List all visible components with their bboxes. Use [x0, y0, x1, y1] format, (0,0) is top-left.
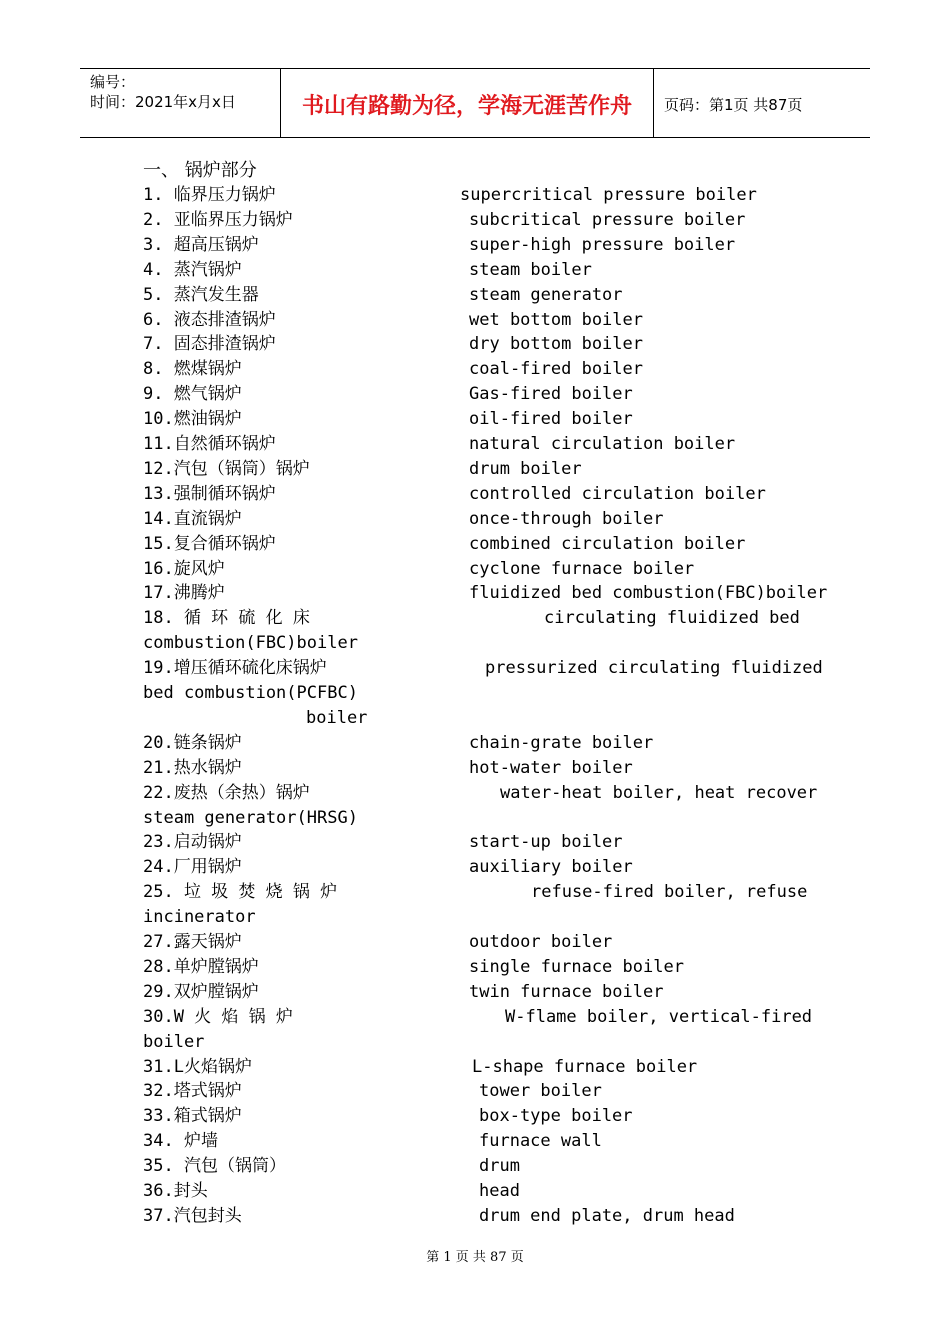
glossary-entry — [143, 980, 810, 1005]
glossary-entry — [143, 830, 810, 855]
glossary-entry — [143, 208, 810, 233]
term-english-continuation: combustion(FBC)boiler — [143, 633, 358, 654]
term-english: combined circulation boiler — [469, 533, 746, 554]
glossary-entry — [143, 781, 818, 806]
term-english: fluidized bed combustion(FBC)boiler — [469, 583, 828, 604]
term-chinese: 12.汽包（锅筒）锅炉 — [143, 458, 310, 479]
term-english: drum boiler — [469, 458, 582, 479]
term-english: furnace wall — [479, 1131, 602, 1152]
term-chinese: 3. 超高压锅炉 — [143, 234, 259, 255]
term-chinese: 23.启动锅炉 — [143, 832, 242, 853]
term-chinese: 21.热水锅炉 — [143, 757, 242, 778]
glossary-entry — [143, 1154, 810, 1179]
term-english: dry bottom boiler — [469, 334, 643, 355]
term-english: wet bottom boiler — [469, 309, 643, 330]
term-english: auxiliary boiler — [469, 857, 633, 878]
glossary-entry — [143, 656, 823, 681]
glossary-entry-continuation — [143, 1030, 810, 1055]
page-footer: 第 1 页 共 87 页 — [426, 1250, 524, 1265]
glossary-entry — [143, 432, 810, 457]
term-english: water-heat boiler, heat recover — [500, 782, 818, 803]
term-english-continuation: incinerator — [143, 907, 256, 928]
term-english: steam generator — [469, 284, 623, 305]
term-english-continuation: boiler — [143, 1031, 205, 1052]
term-english: W-flame boiler, vertical-fired — [505, 1006, 813, 1027]
term-chinese: 2. 亚临界压力锅炉 — [143, 209, 293, 230]
term-english: start-up boiler — [469, 832, 623, 853]
term-english: circulating fluidized bed — [544, 608, 800, 629]
term-chinese: 13.强制循环锅炉 — [143, 483, 276, 504]
term-english: L-shape furnace boiler — [472, 1056, 698, 1077]
glossary-entry — [143, 1079, 810, 1104]
glossary-entry-continuation — [143, 681, 810, 706]
term-chinese: 25. 垃 圾 焚 烧 锅 炉 — [143, 882, 338, 903]
term-chinese: 8. 燃煤锅炉 — [143, 359, 242, 380]
term-english: box-type boiler — [479, 1106, 633, 1127]
glossary-entry-continuation — [143, 631, 810, 656]
glossary-entry — [143, 1055, 810, 1080]
glossary-entry — [143, 1104, 810, 1129]
term-chinese: 28.单炉膛锅炉 — [143, 956, 259, 977]
glossary-entry — [143, 183, 810, 208]
glossary-entry — [143, 457, 810, 482]
term-chinese: 34. 炉墙 — [143, 1131, 218, 1152]
term-english: natural circulation boiler — [469, 434, 736, 454]
term-chinese: 11.自然循环锅炉 — [143, 434, 276, 454]
term-english: outdoor boiler — [469, 932, 613, 952]
term-english: cyclone furnace boiler — [469, 558, 695, 579]
term-english: twin furnace boiler — [469, 981, 664, 1002]
term-english: oil-fired boiler — [469, 409, 633, 430]
document-number-label: 编号： — [90, 73, 136, 91]
term-english-continuation: boiler — [306, 707, 368, 728]
glossary-entry — [143, 407, 810, 432]
term-english: controlled circulation boiler — [469, 483, 766, 504]
term-english: drum end plate, drum head — [479, 1205, 735, 1226]
term-chinese: 19.增压循环硫化床锅炉 — [143, 658, 327, 679]
glossary-entry — [143, 357, 810, 382]
term-english: steam boiler — [469, 259, 592, 280]
term-chinese: 5. 蒸汽发生器 — [143, 284, 259, 305]
term-chinese: 9. 燃气锅炉 — [143, 384, 242, 405]
term-chinese: 33.箱式锅炉 — [143, 1106, 242, 1127]
term-english: super-high pressure boiler — [469, 234, 736, 255]
term-english: once-through boiler — [469, 508, 664, 529]
glossary-entry — [143, 507, 810, 532]
glossary-entry — [143, 1005, 813, 1030]
term-chinese: 35. 汽包（锅筒） — [143, 1156, 286, 1177]
glossary-entry — [143, 955, 810, 980]
glossary-entry — [143, 532, 810, 557]
glossary-entry — [143, 382, 810, 407]
glossary-entry — [143, 930, 810, 955]
term-english: subcritical pressure boiler — [469, 209, 746, 230]
term-english: coal-fired boiler — [469, 359, 643, 380]
term-english: supercritical pressure boiler — [460, 185, 757, 205]
glossary-entry — [143, 308, 810, 333]
glossary-entry-continuation — [143, 806, 810, 831]
term-english: Gas-fired boiler — [469, 384, 633, 405]
glossary-entry — [143, 756, 810, 781]
glossary-entry-continuation — [143, 905, 810, 930]
glossary-entry — [143, 332, 810, 357]
glossary-entry — [143, 731, 810, 756]
term-chinese: 20.链条锅炉 — [143, 732, 242, 753]
glossary-entry — [143, 233, 810, 258]
term-chinese: 31.L火焰锅炉 — [143, 1056, 252, 1077]
glossary-entry — [143, 855, 810, 880]
term-chinese: 29.双炉膛锅炉 — [143, 981, 259, 1002]
term-english: hot-water boiler — [469, 757, 633, 778]
glossary-entry — [143, 880, 810, 905]
term-chinese: 14.直流锅炉 — [143, 508, 242, 529]
glossary-entry — [143, 258, 810, 283]
term-chinese: 32.塔式锅炉 — [143, 1081, 242, 1102]
term-chinese: 36.封头 — [143, 1181, 208, 1201]
term-english-continuation: bed combustion(PCFBC) — [143, 683, 358, 703]
term-english: chain-grate boiler — [469, 732, 654, 753]
glossary-entry — [143, 1179, 810, 1204]
section-title: 一、 锅炉部分 — [143, 160, 257, 181]
date-label: 时间：2021年x月x日 — [90, 93, 236, 111]
term-chinese: 24.厂用锅炉 — [143, 857, 242, 878]
term-chinese: 16.旋风炉 — [143, 558, 225, 579]
term-chinese: 6. 液态排渣锅炉 — [143, 309, 276, 330]
term-english: single furnace boiler — [469, 956, 684, 977]
glossary-entry — [143, 1129, 810, 1154]
term-english-continuation: steam generator(HRSG) — [143, 807, 358, 828]
motto-text: 书山有路勤为径，学海无涯苦作舟 — [301, 94, 632, 119]
term-english: pressurized circulating fluidized — [485, 658, 823, 679]
glossary-entry — [143, 1204, 810, 1229]
term-chinese: 18. 循 环 硫 化 床 — [143, 608, 310, 629]
term-chinese: 17.沸腾炉 — [143, 583, 225, 604]
glossary-entry — [143, 606, 810, 631]
term-chinese: 27.露天锅炉 — [143, 932, 242, 952]
term-chinese: 30.W 火 焰 锅 炉 — [143, 1006, 293, 1027]
term-english: refuse-fired boiler, refuse — [531, 882, 808, 903]
term-chinese: 4. 蒸汽锅炉 — [143, 259, 242, 280]
term-chinese: 15.复合循环锅炉 — [143, 533, 276, 554]
glossary-entry — [143, 557, 810, 582]
glossary-entry — [143, 581, 828, 606]
term-chinese: 37.汽包封头 — [143, 1205, 242, 1226]
page-count-label: 页码：第1页 共87页 — [664, 96, 803, 114]
glossary-entry — [143, 283, 810, 308]
term-english: head — [479, 1181, 520, 1201]
term-chinese: 22.废热（余热）锅炉 — [143, 782, 310, 803]
term-english: drum — [479, 1156, 520, 1177]
term-english: tower boiler — [479, 1081, 602, 1102]
glossary-entry — [143, 482, 810, 507]
term-chinese: 10.燃油锅炉 — [143, 409, 242, 430]
term-chinese: 7. 固态排渣锅炉 — [143, 334, 276, 355]
glossary-entry-continuation — [143, 706, 810, 731]
term-chinese: 1. 临界压力锅炉 — [143, 185, 276, 205]
